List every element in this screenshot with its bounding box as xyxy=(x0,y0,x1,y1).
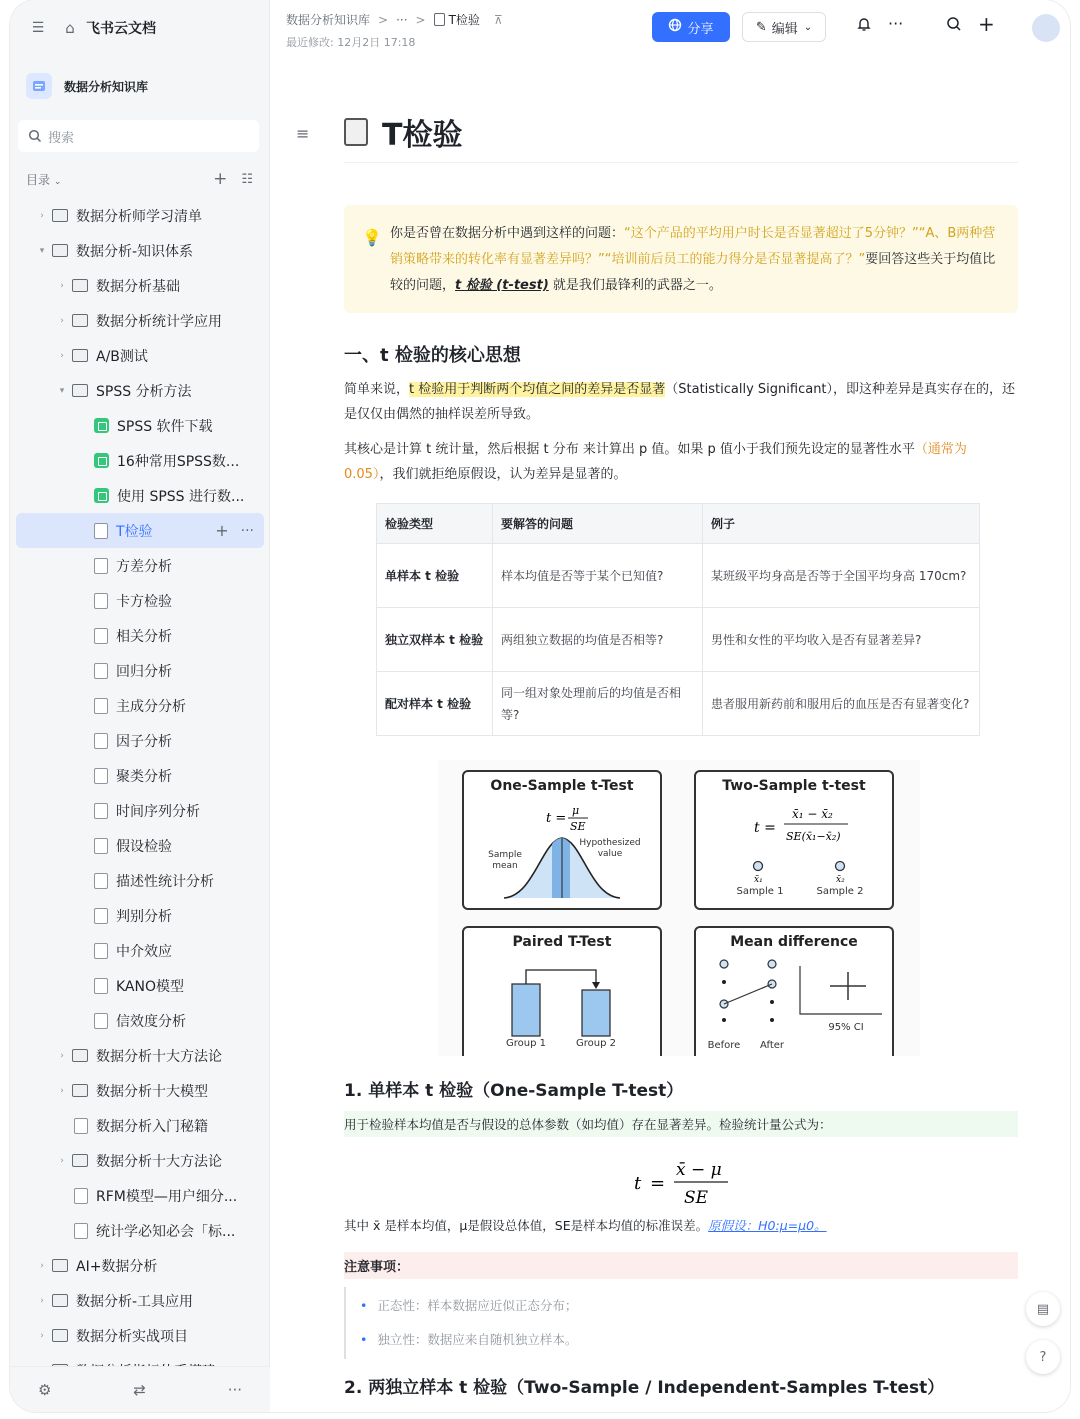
folder-icon xyxy=(72,1154,88,1167)
paired-title: Paired T-Test xyxy=(512,934,612,950)
sidebar-item-label: 数据分析十大方法论 xyxy=(96,1048,222,1065)
text: 其中 x̄ 是样本均值，μ是假设总体值，SE是样本均值的标准误差。 xyxy=(344,1218,709,1233)
ci-label: 95% CI xyxy=(828,1022,864,1033)
search-placeholder: 搜索 xyxy=(48,130,75,146)
directory-header xyxy=(10,162,269,196)
sidebar-item-label: KANO模型 xyxy=(116,978,185,995)
sidebar-item-label: A/B测试 xyxy=(96,348,148,365)
sidebar-item[interactable] xyxy=(10,373,269,408)
sidebar-item[interactable] xyxy=(10,1283,269,1318)
sidebar-item-label: RFM模型—用户细分... xyxy=(96,1188,238,1205)
table-header: 要解答的问题 xyxy=(493,504,703,544)
collapse-arrow-icon[interactable]: › xyxy=(40,1330,44,1341)
sidebar-item-label: 统计学必知必会「标... xyxy=(96,1223,236,1240)
mean-difference-panel xyxy=(694,926,894,1056)
sidebar-item[interactable] xyxy=(10,233,269,268)
null-hypothesis-link[interactable]: 原假设：H0:μ=μ0。 xyxy=(708,1218,827,1233)
doc-icon xyxy=(74,1118,88,1134)
before-label: Before xyxy=(707,1040,741,1051)
sidebar-item-label: 假设检验 xyxy=(116,838,172,855)
more-icon[interactable]: ··· xyxy=(240,522,254,539)
folder-icon xyxy=(72,384,88,397)
sidebar-item-label: 16种常用SPSS数... xyxy=(117,453,240,470)
callout-question-1: “这个产品的平均用户时长是否显著超过了5分钟？” xyxy=(624,226,919,241)
svg-text:SE: SE xyxy=(684,1188,709,1208)
formula-explanation[interactable] xyxy=(344,1213,1018,1238)
table-cell[interactable]: 患者服用新药前和服用后的血压是否有显著变化? xyxy=(703,672,980,736)
sidebar-item[interactable] xyxy=(10,828,269,863)
sidebar-item-label: 卡方检验 xyxy=(116,593,172,610)
sidebar-item[interactable] xyxy=(10,898,269,933)
callout-term: t 检验 (t-test) xyxy=(455,278,549,293)
knowledge-base-name: 数据分析知识库 xyxy=(64,79,149,94)
expand-arrow-icon[interactable]: ▾ xyxy=(59,385,65,396)
one-sample-panel xyxy=(462,770,662,910)
table-header-row xyxy=(377,504,980,544)
doc-icon xyxy=(94,908,108,924)
sidebar-item[interactable] xyxy=(10,933,269,968)
add-icon[interactable]: + xyxy=(215,521,229,540)
table-cell[interactable]: 配对样本 t 检验 xyxy=(377,672,493,736)
sidebar-item[interactable] xyxy=(10,1143,269,1178)
collapse-arrow-icon[interactable]: › xyxy=(60,1050,64,1061)
sidebar-item-label: SPSS 软件下载 xyxy=(117,418,213,435)
directory-actions xyxy=(213,169,253,189)
add-icon[interactable]: + xyxy=(213,169,228,189)
app-window xyxy=(10,0,1070,1412)
collapse-arrow-icon[interactable]: › xyxy=(40,1260,44,1271)
notes-list xyxy=(344,1287,1018,1359)
sidebar-item[interactable] xyxy=(10,478,269,513)
sidebar-item-label: 数据分析师学习清单 xyxy=(76,208,202,225)
svg-text:x̄ − μ: x̄ − μ xyxy=(676,1160,722,1180)
text: （Statistically Significant），即这种差异是真实存在的，还是仅仅由偶然的抽样误差所导致。 xyxy=(344,382,1016,422)
pen-icon: ✎ xyxy=(755,19,767,35)
doc-icon xyxy=(94,733,108,749)
document-body xyxy=(344,96,1018,1398)
sidebar-item[interactable] xyxy=(10,548,269,583)
search-icon[interactable] xyxy=(946,16,962,36)
table-cell[interactable]: 单样本 t 检验 xyxy=(377,544,493,608)
list-item[interactable]: • 正态性：样本数据应近似正态分布； xyxy=(360,1289,1018,1323)
doc-icon xyxy=(94,523,108,539)
table-cell[interactable]: 同一组对象处理前后的均值是否相等? xyxy=(493,672,703,736)
lightbulb-icon: 💡 xyxy=(362,228,382,247)
sidebar-item-label: 时间序列分析 xyxy=(116,803,200,820)
folder-icon xyxy=(72,1049,88,1062)
sidebar-item[interactable] xyxy=(10,688,269,723)
folder-icon xyxy=(72,314,88,327)
breadcrumb-ellipsis[interactable]: ··· xyxy=(396,12,408,27)
mean-difference-icon xyxy=(696,928,892,1054)
table-cell[interactable]: 独立双样本 t 检验 xyxy=(377,608,493,672)
sidebar-item-label: 因子分析 xyxy=(116,733,172,750)
sample-1-label: Sample 1 xyxy=(736,886,784,897)
doc-tree xyxy=(10,198,269,1388)
folder-icon xyxy=(52,1259,68,1272)
sidebar-item-label: T检验 xyxy=(116,523,153,540)
sidebar-item-label: 数据分析基础 xyxy=(96,278,180,295)
sidebar-item-label: 相关分析 xyxy=(116,628,172,645)
sidebar-item-label: 聚类分析 xyxy=(116,768,172,785)
svg-text:t =: t = xyxy=(754,820,776,836)
doc-icon xyxy=(434,13,445,26)
doc-icon xyxy=(94,943,108,959)
callout-tail: 就是我们最锋利的武器之一。 xyxy=(548,278,722,293)
table-cell[interactable]: 某班级平均身高是否等于全国平均身高 170cm? xyxy=(703,544,980,608)
callout-question-2: “A、B两种营销策略带来的转化率有显著差异吗？” xyxy=(390,226,996,267)
hypothesized-value-label: Hypothesized value xyxy=(579,838,641,859)
doc-icon xyxy=(94,978,108,994)
table-cell[interactable]: 男性和女性的平均收入是否有显著差异? xyxy=(703,608,980,672)
paragraph-core-2[interactable] xyxy=(344,437,1018,487)
list-item[interactable]: • 独立性：数据应来自随机独立样本。 xyxy=(360,1323,1018,1357)
doc-title-icon xyxy=(344,118,368,146)
collapse-arrow-icon[interactable]: › xyxy=(60,350,64,361)
sheet-icon xyxy=(94,418,109,433)
one-sample-title: One-Sample t-Test xyxy=(490,778,634,794)
sidebar-item-label: 数据分析-工具应用 xyxy=(76,1293,194,1310)
sidebar-item[interactable] xyxy=(10,1318,269,1353)
svg-text:SE: SE xyxy=(570,820,586,833)
sidebar-item-label: 数据分析十大模型 xyxy=(96,1083,208,1100)
globe-icon xyxy=(668,18,682,36)
doc-icon xyxy=(74,1188,88,1204)
sidebar-item[interactable] xyxy=(10,1108,269,1143)
sidebar-item[interactable] xyxy=(10,1038,269,1073)
folder-icon xyxy=(52,244,68,257)
svg-text:t =: t = xyxy=(546,811,567,826)
settings-icon[interactable]: ⚙ xyxy=(38,1380,52,1399)
share-button[interactable] xyxy=(652,12,730,42)
svg-text:x̄₂: x̄₂ xyxy=(836,875,845,885)
doc-icon xyxy=(94,593,108,609)
section-heading-two-sample[interactable]: 2. 两独立样本 t 检验（Two-Sample / Independent-Samples T-test） xyxy=(344,1378,945,1398)
top-bar xyxy=(270,0,1070,56)
collapse-arrow-icon[interactable]: › xyxy=(40,210,44,221)
breadcrumb-root[interactable]: 数据分析知识库 xyxy=(286,13,371,27)
feedback-icon[interactable]: ▤ xyxy=(1026,1292,1060,1326)
folder-icon xyxy=(72,349,88,362)
two-sample-title: Two-Sample t-test xyxy=(722,778,866,794)
sidebar-item[interactable] xyxy=(10,863,269,898)
doc-icon xyxy=(94,1013,108,1029)
formula-graphic xyxy=(620,1147,740,1213)
breadcrumb-separator: > xyxy=(415,12,426,27)
sidebar-item-label: AI+数据分析 xyxy=(76,1258,158,1275)
doc-icon xyxy=(94,873,108,889)
sidebar-item[interactable] xyxy=(10,758,269,793)
main-area xyxy=(270,0,1070,1412)
folder-icon xyxy=(52,209,68,222)
svg-text:=: = xyxy=(650,1173,666,1194)
sidebar-item-label: 数据分析十大方法论 xyxy=(96,1153,222,1170)
outline-icon[interactable]: ☷ xyxy=(241,171,253,187)
notes-title[interactable]: 注意事项： xyxy=(344,1252,1018,1279)
breadcrumb xyxy=(286,11,503,28)
sidebar-item-label: 信效度分析 xyxy=(116,1013,186,1030)
sidebar-item-label: 描述性统计分析 xyxy=(116,873,214,890)
sidebar-item-label: 中介效应 xyxy=(116,943,172,960)
help-icon[interactable]: ? xyxy=(1026,1340,1060,1374)
collapse-arrow-icon[interactable]: › xyxy=(60,280,64,291)
ttest-types-table[interactable] xyxy=(376,503,980,736)
sidebar-item-label: 判别分析 xyxy=(116,908,172,925)
paired-panel xyxy=(462,926,662,1056)
avatar[interactable] xyxy=(1032,14,1060,42)
doc-icon xyxy=(94,768,108,784)
sidebar-item[interactable] xyxy=(10,618,269,653)
folder-icon xyxy=(72,1084,88,1097)
sidebar-item[interactable] xyxy=(10,723,269,758)
outline-toggle-icon[interactable]: ≡ xyxy=(296,124,310,143)
doc-icon xyxy=(94,838,108,854)
sidebar-item[interactable] xyxy=(10,443,269,478)
sidebar-item-label: 主成分分析 xyxy=(116,698,186,715)
callout-question-3: “培训前后员工的能力得分是否显著提高了？” xyxy=(604,252,866,267)
page-title[interactable]: T检验 xyxy=(382,118,463,153)
home-icon[interactable]: ⌂ xyxy=(65,19,75,37)
chevron-down-icon: ⌄ xyxy=(803,21,813,33)
sidebar-item[interactable] xyxy=(10,1003,269,1038)
breadcrumb-separator: > xyxy=(378,12,389,27)
table-cell[interactable]: 两组独立数据的均值是否相等? xyxy=(493,608,703,672)
more-icon[interactable]: ··· xyxy=(227,1380,242,1399)
after-label: After xyxy=(759,1040,784,1051)
sidebar-item[interactable] xyxy=(10,338,269,373)
mean-difference-title: Mean difference xyxy=(730,934,858,950)
doc-icon xyxy=(94,663,108,679)
folder-icon xyxy=(52,1329,68,1342)
sidebar-item[interactable] xyxy=(10,653,269,688)
table-row xyxy=(377,544,980,608)
sidebar-item[interactable] xyxy=(10,303,269,338)
sidebar-item[interactable] xyxy=(10,583,269,618)
intro-callout[interactable] xyxy=(344,205,1018,313)
title-divider xyxy=(344,162,1018,163)
sidebar-item[interactable] xyxy=(10,1213,269,1248)
app-name[interactable]: 飞书云文档 xyxy=(86,21,156,37)
paired-bars-icon xyxy=(464,928,660,1054)
add-icon[interactable]: + xyxy=(978,12,995,36)
sample-mean-label: Sample mean xyxy=(488,850,522,871)
search-input[interactable] xyxy=(18,120,259,152)
edit-label: 编辑 xyxy=(771,21,798,37)
sidebar-item-label: 数据分析-知识体系 xyxy=(76,243,194,260)
doc-icon xyxy=(74,1223,88,1239)
knowledge-base-header[interactable] xyxy=(10,66,269,106)
sidebar-item[interactable] xyxy=(10,1178,269,1213)
group-2-label: Group 2 xyxy=(576,1038,616,1049)
collapse-arrow-icon[interactable]: › xyxy=(40,1295,44,1306)
table-header: 例子 xyxy=(703,504,980,544)
table-row xyxy=(377,672,980,736)
group-1-label: Group 1 xyxy=(506,1038,546,1049)
sheet-icon xyxy=(94,488,109,503)
collapse-arrow-icon[interactable]: › xyxy=(60,1155,64,1166)
doc-icon xyxy=(94,803,108,819)
sidebar-item[interactable] xyxy=(10,1248,269,1283)
page-title-row xyxy=(344,96,1018,168)
sample-2-label: Sample 2 xyxy=(816,886,864,897)
doc-icon xyxy=(94,628,108,644)
folder-icon xyxy=(72,279,88,292)
two-sample-panel xyxy=(694,770,894,910)
last-modified: 最近修改: 12月2日 17:18 xyxy=(286,36,416,49)
t-formula[interactable] xyxy=(344,1147,1018,1213)
folder-icon xyxy=(52,1294,68,1307)
sidebar-item[interactable] xyxy=(16,513,264,548)
directory-label: 目录 xyxy=(26,172,51,187)
sidebar-item-label: 数据分析入门秘籍 xyxy=(96,1118,208,1135)
directory-toggle[interactable] xyxy=(26,171,61,188)
sheet-icon xyxy=(94,453,109,468)
svg-text:t: t xyxy=(634,1173,642,1194)
sidebar-item-label: 回归分析 xyxy=(116,663,172,680)
svg-text:μ: μ xyxy=(572,804,580,817)
sidebar-item-label: 方差分析 xyxy=(116,558,172,575)
collapse-arrow-icon[interactable]: › xyxy=(60,1085,64,1096)
svg-text:x̄₁ − x̄₂: x̄₁ − x̄₂ xyxy=(792,807,833,821)
paragraph-core-1[interactable] xyxy=(344,377,1018,427)
table-header: 检验类型 xyxy=(377,504,493,544)
sidebar xyxy=(10,0,270,1412)
sidebar-item[interactable] xyxy=(10,268,269,303)
more-icon[interactable]: ··· xyxy=(888,14,904,33)
table-row xyxy=(377,608,980,672)
svg-text:SE(x̄₁−x̄₂): SE(x̄₁−x̄₂) xyxy=(786,830,841,843)
search-icon xyxy=(28,129,42,143)
edit-button[interactable] xyxy=(742,12,826,42)
callout-mid: 要回答这些关于均值比较的问题， xyxy=(390,252,996,293)
callout-lead: 你是否曾在数据分析中遇到这样的问题： xyxy=(390,226,625,241)
bell-icon[interactable] xyxy=(856,16,872,36)
sidebar-header xyxy=(10,0,269,56)
table-cell[interactable]: 样本均值是否等于某个已知值? xyxy=(493,544,703,608)
sidebar-item[interactable] xyxy=(10,408,269,443)
highlight-text: t 检验用于判断两个均值之间的差异是否显著 xyxy=(409,382,666,397)
sidebar-item-label: 使用 SPSS 进行数... xyxy=(117,488,245,505)
collapse-arrow-icon[interactable]: › xyxy=(60,315,64,326)
sidebar-item-label: 数据分析统计学应用 xyxy=(96,313,222,330)
knowledge-base-logo-icon xyxy=(26,73,52,99)
section-heading-one-sample[interactable]: 1. 单样本 t 检验（One-Sample T-test） xyxy=(344,1081,684,1101)
text: ，我们就拒绝原假设，认为差异是显著的。 xyxy=(379,467,627,482)
sidebar-item-label: SPSS 分析方法 xyxy=(96,383,192,400)
sidebar-item-label: 数据分析实战项目 xyxy=(76,1328,188,1345)
breadcrumb-block xyxy=(286,11,503,50)
breadcrumb-current[interactable]: T检验 xyxy=(448,13,480,27)
sidebar-item[interactable] xyxy=(10,968,269,1003)
sidebar-item[interactable] xyxy=(10,1073,269,1108)
doc-icon xyxy=(94,558,108,574)
ttest-illustration[interactable] xyxy=(438,760,920,1056)
collapse-sidebar-icon[interactable]: ☰ xyxy=(31,20,45,36)
sidebar-item[interactable] xyxy=(10,793,269,828)
chevron-down-icon: ⌄ xyxy=(53,176,62,187)
sidebar-footer xyxy=(10,1366,270,1412)
one-sample-description[interactable]: 用于检验样本均值是否与假设的总体参数（如均值）存在显著差异。检验统计量公式为： xyxy=(344,1111,1018,1137)
share-label: 分享 xyxy=(687,21,714,37)
pin-icon[interactable]: ⊼ xyxy=(493,12,503,27)
expand-arrow-icon[interactable]: ▾ xyxy=(39,245,45,256)
switch-icon[interactable]: ⇄ xyxy=(133,1380,146,1399)
section-heading-core[interactable]: 一、t 检验的核心思想 xyxy=(344,345,521,366)
orange-text: （通常为 0.05） xyxy=(344,442,967,482)
text: 其核心是计算 t 统计量，然后根据 t 分布 来计算出 p 值。如果 p 值小于我们预先设定的显著性水平 xyxy=(344,442,915,457)
text: 简单来说， xyxy=(344,382,410,397)
sidebar-item[interactable] xyxy=(10,198,269,233)
doc-icon xyxy=(94,698,108,714)
svg-text:x̄₁: x̄₁ xyxy=(754,875,763,885)
